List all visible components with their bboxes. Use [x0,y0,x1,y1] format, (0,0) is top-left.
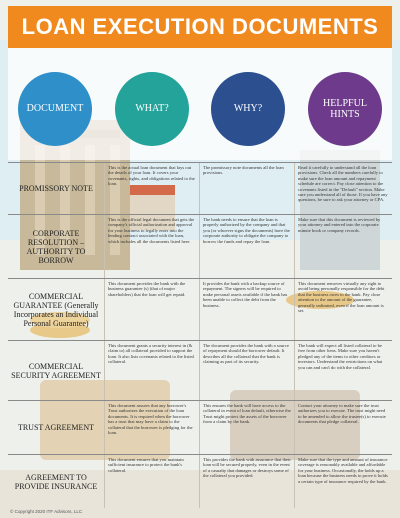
row-hints: Make sure that this document is reviewed by your attorney and entered into the corporate minute book or company records. [298,217,381,233]
row-hints: Contact your attorney to make sure the trust authorizes you to execute. The trust might need to be amended to allow the trustee(s) to execute documents that pledge collateral. [298,403,386,425]
row-label: COMMERCIAL GUARANTEE (Generally Incorporates an Individual Personal Guarantee) [13,291,99,329]
row-label: PROMISSORY NOTE [19,184,93,194]
table-row [8,214,392,278]
row-why: The document provides the bank with a source of repayment should the borrower default. It describes all the collateral that the bank is claiming as part of its security. [203,343,289,365]
row-why: The bank needs to ensure that the loan is properly authorized by the company and that you (or whoever signs the documents) have the corporate authority to obligate the company to borrow the funds and repay the loan. [203,217,290,244]
table-row [8,400,392,454]
header-document [18,72,92,146]
row-what: This is the actual loan document that lays out the details of your loan. It covers your covenants, rights, and obligations related to the loan. [108,165,195,187]
row-what: This document provides the bank with the business guarantee (s) (that of major shareholders) that the loan will get repaid. [108,281,186,297]
row-label: TRUST AGREEMENT [17,423,95,433]
row-hints: The bank will expect all listed collateral to be free from other liens. Make sure you haven't pledged any of the items to other creditors or investors. Understand the restrictions on what you can and can't do with the collateral. [298,343,383,370]
header-what-label: WHAT? [135,103,169,115]
row-hints: Make sure that the type and amount of insurance coverage is reasonably available and affordable for your business. Occasionally, the holds up a loan because the business needs to prove it holds a certain type of insurance required by the bank. [298,457,388,484]
documents-table [8,162,392,508]
page-title: LOAN EXECUTION DOCUMENTS [8,6,392,48]
row-what: This document assures that any borrower's Trust authorizes the execution of the loan documents. It is required when the borrower has a trust that may have a claim to the collateral that the borrower is pledging for the loan. [108,403,193,436]
row-hints: This document removes virtually any right to avoid being personally responsible for the debt that the business owes to the bank. Pay close attention to the amount of the guarantee, generally unlimited, even if the loan amount is set. [298,281,385,314]
row-what: This is the official legal document that gets the company's official authorization and approval for your business to legally enter into the lending contract associated with the loan, which includes all the documents listed here. [108,217,195,244]
row-why: The promissory note documents all the loan provisions. [203,165,284,176]
row-what: This document grants a security interest in (& claim to) all collateral provided to support the loan. It also lists covenants related to the listed collateral. [108,343,194,365]
row-hints: Read it carefully to understand all the loan provisions. Check all the numbers carefully to make sure the loan amount and repayment schedule are correct. Pay close attention to the covenants listed in the "Default" section. Make sure you understand all of those. If you have any questions, be sure to ask your attorney or CPA. [298,165,388,203]
header-hints-label: HELPFUL HINTS [323,97,367,120]
header-hints [308,72,382,146]
row-label: CORPORATE RESOLUTION – AUTHORITY TO BORROW [26,228,86,266]
row-label: COMMERCIAL SECURITY AGREEMENT [11,361,101,380]
row-why: This provides the bank with assurance that their loan will be secured properly, even in the event of a casualty that damages or destroys some of the collateral you provided. [203,457,291,479]
header-why-label: WHY? [233,103,263,115]
table-row [8,454,392,508]
copyright-footer: © Copyright 2020 ITF Advisors, LLC [10,509,83,514]
table-row [8,340,392,400]
row-label: AGREEMENT TO PROVIDE INSURANCE [14,472,98,491]
header-why [211,72,285,146]
row-why: It provides the bank with a backup source of repayment. The signers will be required to make personal assets available if the bank has been unable to collect the debt from the business. [203,281,288,308]
table-row [8,162,392,214]
header-document-label: DOCUMENT [26,103,84,115]
row-why: This ensures the bank will have access to the collateral in event of loan default, otherwise the Trust might protect the assets of the borrower from a claim by the bank. [203,403,291,425]
header-what [115,72,189,146]
table-row [8,278,392,340]
row-what: This document ensures that you maintain sufficient insurance to protect the bank's collateral. [108,457,184,473]
